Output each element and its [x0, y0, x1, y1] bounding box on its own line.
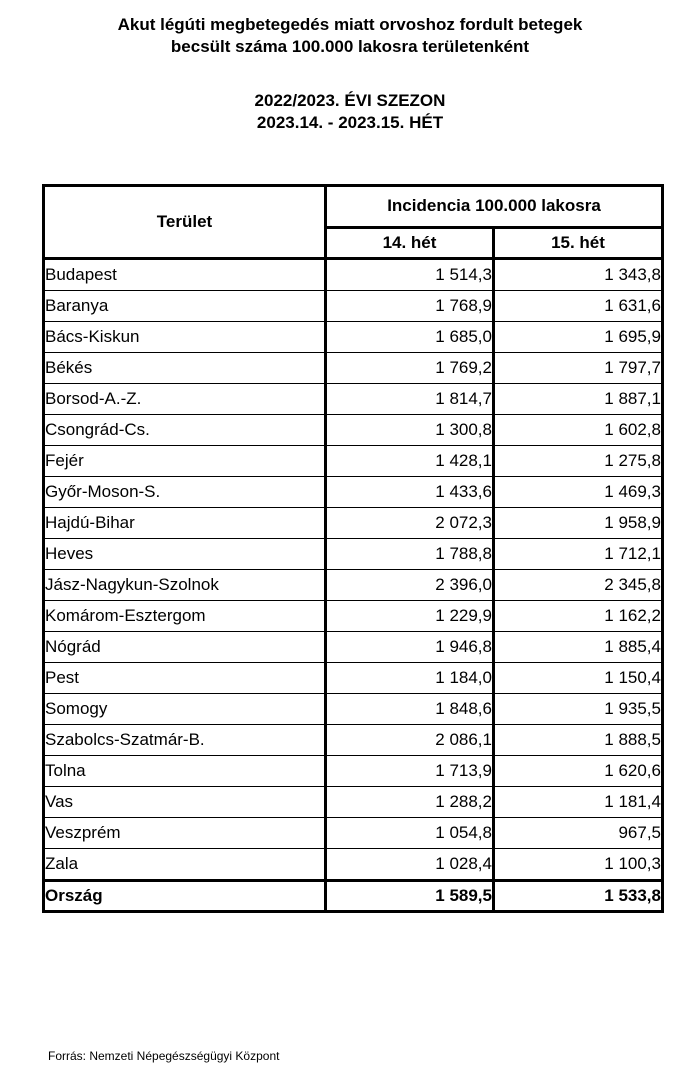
- week-14-value: 2 086,1: [326, 725, 494, 756]
- week-14-value: 1 054,8: [326, 818, 494, 849]
- season-line: 2022/2023. ÉVI SZEZON: [254, 91, 446, 110]
- week-14-value: 1 514,3: [326, 259, 494, 291]
- region-name: Budapest: [44, 259, 326, 291]
- week-15-value: 1 343,8: [494, 259, 663, 291]
- table-row: [44, 322, 663, 353]
- header-week-14: 14. hét: [326, 227, 494, 258]
- report-title-line1: Akut légúti megbetegedés miatt orvoshoz fordult betegek: [117, 15, 583, 34]
- region-name: Pest: [44, 663, 326, 694]
- week-15-value: 1 150,4: [494, 663, 663, 694]
- table-row: [44, 539, 663, 570]
- week-15-value: 1 602,8: [494, 415, 663, 446]
- report-title: [0, 14, 700, 58]
- table-row: [44, 694, 663, 725]
- week-14-value: 1 184,0: [326, 663, 494, 694]
- week-14-value: 1 229,9: [326, 601, 494, 632]
- table-row: [44, 632, 663, 663]
- region-name: Bács-Kiskun: [44, 322, 326, 353]
- week-15-value: 1 162,2: [494, 601, 663, 632]
- week-range-line: 2023.14. - 2023.15. HÉT: [256, 113, 444, 132]
- table-row: [44, 849, 663, 881]
- week-14-value: 1 300,8: [326, 415, 494, 446]
- week-14-value: 1 768,9: [326, 291, 494, 322]
- week-14-value: 1 685,0: [326, 322, 494, 353]
- total-week-14: 1 589,5: [326, 881, 494, 912]
- week-14-value: 1 433,6: [326, 477, 494, 508]
- region-name: Komárom-Esztergom: [44, 601, 326, 632]
- table-row: [44, 291, 663, 322]
- region-name: Somogy: [44, 694, 326, 725]
- region-name: Tolna: [44, 756, 326, 787]
- region-name: Nógrád: [44, 632, 326, 663]
- week-14-value: 1 788,8: [326, 539, 494, 570]
- table-row: [44, 818, 663, 849]
- region-name: Békés: [44, 353, 326, 384]
- table-row: [44, 384, 663, 415]
- season-heading: [0, 90, 700, 134]
- week-14-value: 1 428,1: [326, 446, 494, 477]
- region-name: Zala: [44, 849, 326, 881]
- total-week-15: 1 533,8: [494, 881, 663, 912]
- region-name: Szabolcs-Szatmár-B.: [44, 725, 326, 756]
- table-row: [44, 446, 663, 477]
- week-14-value: 2 072,3: [326, 508, 494, 539]
- total-name: Ország: [44, 881, 326, 912]
- table-row: [44, 787, 663, 818]
- table-row: [44, 601, 663, 632]
- week-14-value: 1 946,8: [326, 632, 494, 663]
- week-15-value: 1 797,7: [494, 353, 663, 384]
- week-15-value: 1 181,4: [494, 787, 663, 818]
- week-14-value: 1 288,2: [326, 787, 494, 818]
- table-row: [44, 415, 663, 446]
- week-15-value: 1 887,1: [494, 384, 663, 415]
- week-15-value: 1 620,6: [494, 756, 663, 787]
- table-row: [44, 756, 663, 787]
- table-row: [44, 508, 663, 539]
- total-row: [44, 881, 663, 912]
- header-area: Terület: [44, 186, 326, 259]
- week-15-value: 967,5: [494, 818, 663, 849]
- report-title-line2: becsült száma 100.000 lakosra területenként: [170, 37, 530, 56]
- region-name: Csongrád-Cs.: [44, 415, 326, 446]
- table-row: [44, 570, 663, 601]
- week-15-value: 1 888,5: [494, 725, 663, 756]
- table-row: [44, 353, 663, 384]
- region-name: Vas: [44, 787, 326, 818]
- week-14-value: 1 028,4: [326, 849, 494, 881]
- incidence-table: [42, 184, 664, 913]
- week-14-value: 1 769,2: [326, 353, 494, 384]
- table-row: [44, 259, 663, 291]
- week-15-value: 1 935,5: [494, 694, 663, 725]
- table-row: [44, 477, 663, 508]
- region-name: Borsod-A.-Z.: [44, 384, 326, 415]
- week-15-value: 1 631,6: [494, 291, 663, 322]
- source-note: Forrás: Nemzeti Népegészségügyi Központ: [48, 1049, 280, 1063]
- week-14-value: 1 713,9: [326, 756, 494, 787]
- week-14-value: 1 814,7: [326, 384, 494, 415]
- region-name: Jász-Nagykun-Szolnok: [44, 570, 326, 601]
- week-15-value: 1 275,8: [494, 446, 663, 477]
- week-14-value: 1 848,6: [326, 694, 494, 725]
- week-15-value: 1 469,3: [494, 477, 663, 508]
- header-incidence: Incidencia 100.000 lakosra: [326, 186, 663, 228]
- week-15-value: 1 958,9: [494, 508, 663, 539]
- table-row: [44, 663, 663, 694]
- table-row: [44, 725, 663, 756]
- week-15-value: 1 712,1: [494, 539, 663, 570]
- week-15-value: 1 695,9: [494, 322, 663, 353]
- region-name: Győr-Moson-S.: [44, 477, 326, 508]
- region-name: Heves: [44, 539, 326, 570]
- week-15-value: 2 345,8: [494, 570, 663, 601]
- region-name: Baranya: [44, 291, 326, 322]
- week-15-value: 1 100,3: [494, 849, 663, 881]
- week-15-value: 1 885,4: [494, 632, 663, 663]
- week-14-value: 2 396,0: [326, 570, 494, 601]
- region-name: Hajdú-Bihar: [44, 508, 326, 539]
- header-week-15: 15. hét: [494, 227, 663, 258]
- region-name: Veszprém: [44, 818, 326, 849]
- region-name: Fejér: [44, 446, 326, 477]
